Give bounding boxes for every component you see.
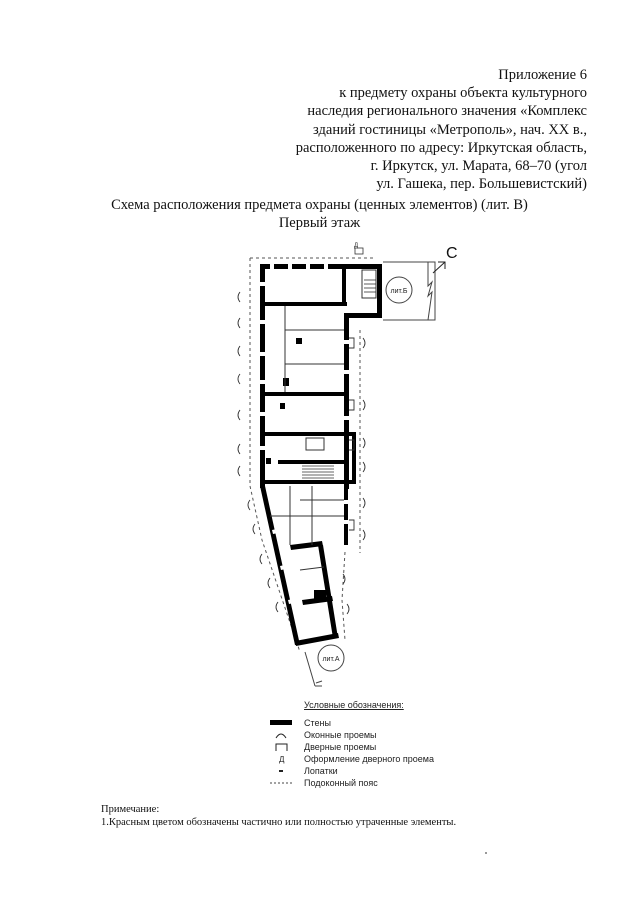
wall-south: [295, 633, 339, 646]
note-title: Примечание:: [101, 804, 160, 815]
wall-interior: [280, 403, 285, 409]
wall-symbol: [270, 717, 294, 729]
wall-interior: [262, 392, 347, 396]
wall-step: [344, 313, 382, 318]
wall-interior: [296, 338, 302, 344]
scheme-title-line1: Схема расположения предмета охраны (ценных элементов) (лит. В): [111, 197, 528, 213]
legend-item-sill-belt: [270, 777, 530, 789]
header-line: к предмету охраны объекта культурного: [339, 85, 587, 102]
wall-west-slant: [260, 486, 300, 645]
header-line: г. Иркутск, ул. Марата, 68–70 (угол: [370, 158, 587, 175]
legend-label: Оформление дверного проема: [304, 754, 434, 764]
header-line: наследия регионального значения «Комплекс: [307, 103, 587, 120]
north-label: С: [446, 245, 458, 262]
note: [101, 803, 456, 829]
wall-east-low: [344, 488, 348, 545]
legend-item-pilasters: [270, 765, 530, 777]
legend-label: Оконные проемы: [304, 730, 377, 740]
wall-interior: [314, 590, 326, 600]
scan-artifact: [485, 852, 487, 854]
legend-label: Лопатки: [304, 766, 338, 776]
legend-item-doors: [270, 741, 530, 753]
adjacent-outline-lit-a: [305, 645, 344, 686]
wall-interior: [278, 460, 348, 464]
door-decoration-mark: Д: [279, 755, 285, 764]
legend-item-door-decoration: [270, 753, 530, 765]
wall-west: [260, 264, 265, 488]
legend-item-windows: [270, 729, 530, 741]
legend-title: Условные обозначения:: [304, 700, 404, 710]
legend-label: Дверные проемы: [304, 742, 377, 752]
window-opening-symbol: [270, 729, 294, 741]
wall-east-top: [377, 264, 382, 316]
wall-north: [260, 264, 381, 269]
header-line: ул. Гашека, пер. Большевистский): [376, 176, 587, 193]
lit-b-label: лит.Б: [390, 288, 408, 295]
wall-interior: [344, 313, 348, 317]
wall-interior: [262, 480, 356, 484]
wall-interior: [262, 302, 347, 306]
sill-belt-symbol: [270, 777, 294, 789]
wall-interior: [283, 378, 289, 386]
wall-interior: [342, 264, 346, 304]
legend-label: Подоконный пояс: [304, 778, 378, 788]
header-line: Приложение 6: [498, 67, 587, 83]
lit-a-label: лит.А: [322, 656, 340, 663]
note-text: 1.Красным цветом обозначены частично или полностью утраченные элементы.: [101, 817, 457, 828]
door-opening-symbol: [270, 741, 294, 753]
pilaster-symbol: [270, 765, 294, 777]
scheme-title-line2: Первый этаж: [278, 215, 361, 231]
header-line: расположенного по адресу: Иркутская область,: [295, 139, 587, 156]
staircase: [302, 280, 376, 478]
wall-interior: [290, 541, 323, 550]
legend-item-walls: [270, 717, 530, 729]
legend-label: Стены: [304, 718, 331, 728]
header-line: зданий гостиницы «Метрополь», нач. XX в.,: [313, 121, 587, 138]
door-decoration-symbol: [270, 753, 294, 765]
wall-interior: [262, 432, 356, 436]
exterior-walls: [260, 264, 382, 646]
door-mark-label: Д: [354, 243, 359, 249]
wall-interior: [266, 458, 271, 464]
